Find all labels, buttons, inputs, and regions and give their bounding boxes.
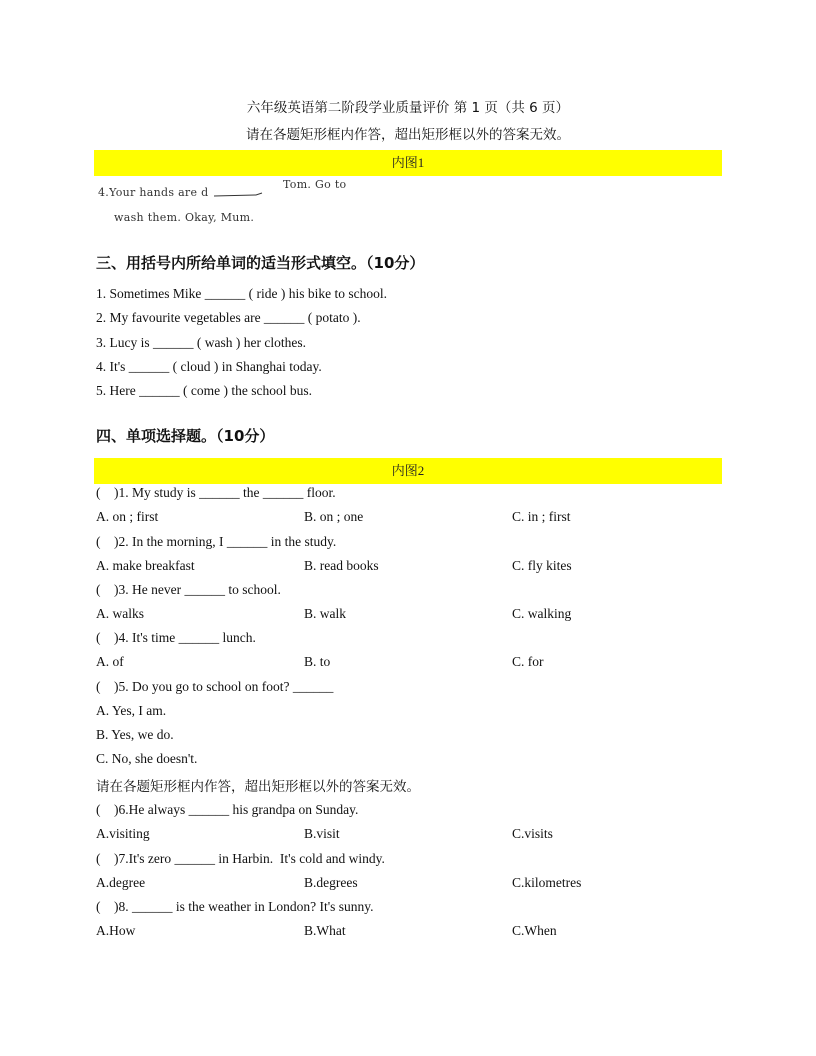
s3-item-4: 4. It's ______ ( cloud ) in Shanghai today. bbox=[96, 359, 322, 374]
q1-option-a: A. on ; first bbox=[96, 509, 159, 524]
q5-option-b: B. Yes, we do. bbox=[96, 727, 174, 742]
q1-option-c: C. in ; first bbox=[512, 509, 571, 524]
q8-option-c: C.When bbox=[512, 923, 557, 938]
section-4-title: 四、单项选择题。（10分） bbox=[96, 427, 275, 445]
q4-stem: ( )4. It's time ______ lunch. bbox=[96, 630, 256, 645]
q5-stem: ( )5. Do you go to school on foot? ______ bbox=[96, 679, 334, 694]
q7-option-c: C.kilometres bbox=[512, 875, 582, 890]
figure-1-label: 内图1 bbox=[94, 150, 722, 176]
q2-stem: ( )2. In the morning, I ______ in the study. bbox=[96, 534, 337, 549]
q7-option-a: A.degree bbox=[96, 875, 146, 890]
answer-notice-repeat: 请在各题矩形框内作答，超出矩形框以外的答案无效。 bbox=[96, 779, 420, 795]
figure-1-scan bbox=[98, 178, 378, 230]
q2-option-a: A. make breakfast bbox=[96, 558, 195, 573]
figure-2-label: 内图2 bbox=[94, 458, 722, 484]
handwriting-blank-icon bbox=[214, 188, 264, 200]
q7-option-b: B.degrees bbox=[304, 875, 358, 890]
s3-item-5: 5. Here ______ ( come ) the school bus. bbox=[96, 383, 312, 398]
q6-option-c: C.visits bbox=[512, 826, 553, 841]
scan-line-1b: Tom. Go to bbox=[283, 178, 347, 191]
q8-stem: ( )8. ______ is the weather in London? It's sunny. bbox=[96, 899, 374, 914]
s3-item-1: 1. Sometimes Mike ______ ( ride ) his bike to school. bbox=[96, 286, 387, 301]
q6-option-a: A.visiting bbox=[96, 826, 150, 841]
q2-option-b: B. read books bbox=[304, 558, 379, 573]
answer-notice: 请在各题矩形框内作答，超出矩形框以外的答案无效。 bbox=[246, 127, 570, 143]
q8-option-b: B.What bbox=[304, 923, 346, 938]
q1-stem: ( )1. My study is ______ the ______ floor. bbox=[96, 485, 336, 500]
q5-option-c: C. No, she doesn't. bbox=[96, 751, 198, 766]
q2-option-c: C. fly kites bbox=[512, 558, 572, 573]
section-3-title: 三、用括号内所给单词的适当形式填空。（10分） bbox=[96, 254, 425, 272]
q6-stem: ( )6.He always ______ his grandpa on Sunday. bbox=[96, 802, 359, 817]
scan-line-1a: 4.Your hands are d bbox=[98, 186, 209, 199]
q3-option-b: B. walk bbox=[304, 606, 346, 621]
q5-option-a: A. Yes, I am. bbox=[96, 703, 167, 718]
s3-item-2: 2. My favourite vegetables are ______ ( potato ). bbox=[96, 310, 361, 325]
q1-option-b: B. on ; one bbox=[304, 509, 364, 524]
q3-option-c: C. walking bbox=[512, 606, 572, 621]
q3-option-a: A. walks bbox=[96, 606, 144, 621]
q7-stem: ( )7.It's zero ______ in Harbin. It's cold and windy. bbox=[96, 851, 385, 866]
page-header-title: 六年级英语第二阶段学业质量评价 第 1 页（共 6 页） bbox=[246, 100, 570, 116]
s3-item-3: 3. Lucy is ______ ( wash ) her clothes. bbox=[96, 335, 306, 350]
q3-stem: ( )3. He never ______ to school. bbox=[96, 582, 281, 597]
q6-option-b: B.visit bbox=[304, 826, 340, 841]
q4-option-c: C. for bbox=[512, 654, 544, 669]
q8-option-a: A.How bbox=[96, 923, 136, 938]
scan-line-2: wash them. Okay, Mum. bbox=[114, 211, 255, 224]
q4-option-b: B. to bbox=[304, 654, 331, 669]
q4-option-a: A. of bbox=[96, 654, 124, 669]
